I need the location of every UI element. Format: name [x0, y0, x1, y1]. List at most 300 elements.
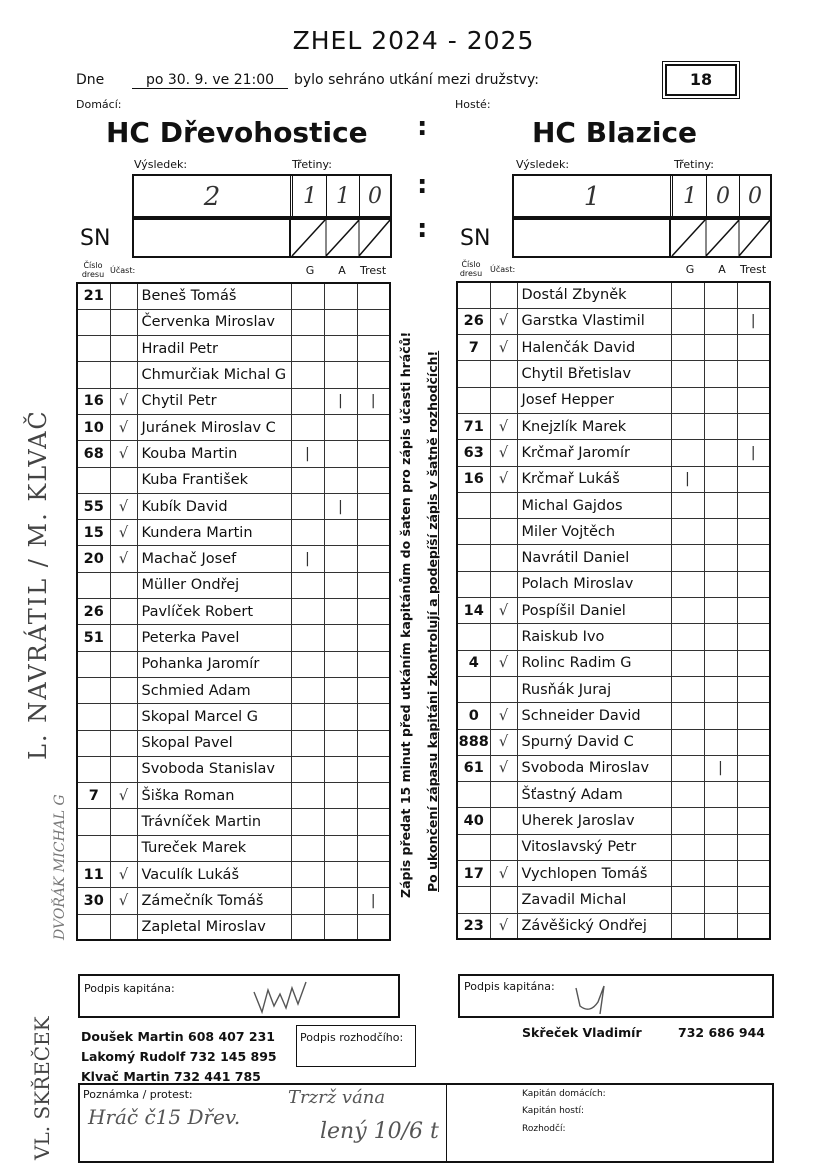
goal-mark: [671, 834, 704, 860]
goal-mark: [291, 283, 324, 309]
table-row: [457, 308, 770, 334]
table-row: [77, 914, 390, 940]
player-name: Vychlopen Tomáš: [517, 861, 671, 887]
table-row: [77, 572, 390, 598]
penalty-mark: |: [357, 888, 390, 914]
penalty-mark: [737, 624, 770, 650]
goal-mark: [291, 520, 324, 546]
table-row: [457, 335, 770, 361]
jersey-number: 71: [457, 413, 490, 439]
goal-mark: |: [291, 546, 324, 572]
home-sn-box: [132, 218, 392, 258]
player-name: Zapletal Miroslav: [137, 914, 291, 940]
assist-mark: [704, 492, 737, 518]
penalty-mark: |: [737, 440, 770, 466]
jersey-number: 14: [457, 598, 490, 624]
goal-mark: [671, 282, 704, 308]
table-row: [457, 808, 770, 834]
goal-mark: [671, 413, 704, 439]
jersey-number: 63: [457, 440, 490, 466]
home-roster-table: [76, 282, 391, 941]
penalty-mark: [737, 676, 770, 702]
home-score: 2: [203, 182, 221, 212]
player-name: Kundera Martin: [137, 520, 291, 546]
player-name: Tureček Marek: [137, 835, 291, 861]
goal-mark: [291, 809, 324, 835]
player-name: Juránek Miroslav C: [137, 414, 291, 440]
footer-captain-home: Kapitán domácích:: [522, 1089, 606, 1099]
assist-mark: |: [324, 388, 357, 414]
penalty-mark: [357, 677, 390, 703]
goal-mark: [291, 572, 324, 598]
match-number: 18: [665, 64, 737, 96]
assist-mark: [324, 809, 357, 835]
table-row: [457, 782, 770, 808]
colon-separator: :: [417, 214, 428, 244]
player-name: Schneider David: [517, 703, 671, 729]
player-name: Červenka Miroslav: [137, 309, 291, 335]
table-row: [457, 440, 770, 466]
player-name: Michal Gajdos: [517, 492, 671, 518]
contact-line: Lakomý Rudolf 732 145 895: [81, 1049, 277, 1064]
goal-mark: [671, 703, 704, 729]
assist-mark: [704, 282, 737, 308]
player-name: Šiška Roman: [137, 783, 291, 809]
attendance-mark: √: [490, 598, 517, 624]
penalty-mark: [737, 729, 770, 755]
table-row: [77, 783, 390, 809]
penalty-mark: [357, 599, 390, 625]
assist-mark: [324, 362, 357, 388]
attendance-mark: [490, 887, 517, 913]
jersey-number: 21: [77, 283, 110, 309]
penalty-mark: [737, 492, 770, 518]
attendance-mark: [110, 572, 137, 598]
jersey-number: 51: [77, 625, 110, 651]
player-name: Krčmař Lukáš: [517, 466, 671, 492]
table-row: [77, 388, 390, 414]
attendance-mark: [490, 519, 517, 545]
player-name: Kubík David: [137, 493, 291, 519]
jersey-number: [457, 834, 490, 860]
assist-mark: [704, 598, 737, 624]
away-sn-label: SN: [460, 226, 491, 251]
attendance-mark: √: [110, 783, 137, 809]
assist-mark: [704, 413, 737, 439]
jersey-number: [457, 782, 490, 808]
player-name: Vaculík Lukáš: [137, 862, 291, 888]
attendance-mark: √: [110, 493, 137, 519]
penalty-mark: |: [737, 308, 770, 334]
goal-mark: [671, 440, 704, 466]
colon-separator: :: [417, 112, 428, 142]
table-row: [77, 520, 390, 546]
table-row: [77, 283, 390, 309]
penalty-mark: [737, 413, 770, 439]
home-captain-signature: [250, 978, 310, 1016]
jersey-number: [457, 887, 490, 913]
player-name: Šťastný Adam: [517, 782, 671, 808]
attendance-mark: [110, 309, 137, 335]
note-label: Poznámka / protest:: [83, 1088, 193, 1101]
jersey-number: [77, 835, 110, 861]
jersey-number: 7: [457, 335, 490, 361]
attendance-mark: [490, 545, 517, 571]
jersey-number: 20: [77, 546, 110, 572]
jersey-number: [457, 282, 490, 308]
goal-mark: [671, 808, 704, 834]
assist-mark: [704, 861, 737, 887]
jersey-number: [77, 362, 110, 388]
attendance-mark: [490, 571, 517, 597]
table-row: [77, 835, 390, 861]
penalty-mark: [357, 520, 390, 546]
assist-mark: |: [324, 493, 357, 519]
player-name: Miler Vojtěch: [517, 519, 671, 545]
penalty-mark: [357, 283, 390, 309]
player-name: Josef Hepper: [517, 387, 671, 413]
attendance-mark: √: [110, 888, 137, 914]
penalty-mark: [737, 282, 770, 308]
contact-line: Doušek Martin 608 407 231: [81, 1029, 275, 1044]
penalty-mark: [737, 361, 770, 387]
assist-mark: [704, 703, 737, 729]
assist-mark: [704, 519, 737, 545]
player-name: Chytil Břetislav: [517, 361, 671, 387]
handwritten-referees: L. NAVRÁTIL / M. KLVAČ: [24, 409, 52, 760]
player-name: Schmied Adam: [137, 677, 291, 703]
away-captain-sign-label: Podpis kapitána:: [464, 980, 555, 993]
jersey-number: 40: [457, 808, 490, 834]
goal-mark: [671, 361, 704, 387]
goal-mark: [291, 625, 324, 651]
attendance-mark: [490, 492, 517, 518]
jersey-number: 10: [77, 414, 110, 440]
goal-mark: [291, 309, 324, 335]
penalty-mark: [357, 756, 390, 782]
goal-mark: [291, 888, 324, 914]
assist-mark: [704, 571, 737, 597]
goal-mark: [671, 308, 704, 334]
table-row: [457, 755, 770, 781]
table-row: [457, 729, 770, 755]
assist-mark: [324, 572, 357, 598]
penalty-mark: [737, 598, 770, 624]
away-score: 1: [583, 182, 601, 212]
jersey-number: [77, 572, 110, 598]
player-name: Beneš Tomáš: [137, 283, 291, 309]
jersey-number: [77, 309, 110, 335]
goal-mark: [291, 651, 324, 677]
attendance-mark: √: [490, 440, 517, 466]
jersey-number: 16: [77, 388, 110, 414]
attendance-mark: √: [110, 441, 137, 467]
table-row: [457, 650, 770, 676]
table-row: [457, 624, 770, 650]
penalty-mark: [737, 703, 770, 729]
attendance-mark: [110, 283, 137, 309]
player-name: Peterka Pavel: [137, 625, 291, 651]
away-period-3: 0: [748, 184, 762, 209]
goal-mark: [291, 599, 324, 625]
goal-mark: [291, 677, 324, 703]
player-name: Kuba František: [137, 467, 291, 493]
player-name: Pospíšil Daniel: [517, 598, 671, 624]
jersey-number: 30: [77, 888, 110, 914]
attendance-mark: [110, 651, 137, 677]
assist-mark: [324, 862, 357, 888]
goal-mark: [671, 598, 704, 624]
referee-sign-label: Podpis rozhodčího:: [300, 1031, 404, 1044]
footer-captain-away: Kapitán hostí:: [522, 1106, 585, 1116]
attendance-mark: √: [110, 862, 137, 888]
center-note-line-2: Po ukončení zápasu kapitáni zkontrolují a podepíší zápis v šatně rozhodčích!: [425, 350, 440, 892]
attendance-mark: √: [490, 308, 517, 334]
referee-phone: 732 686 944: [678, 1025, 765, 1040]
goal-mark: [291, 783, 324, 809]
table-row: [457, 282, 770, 308]
penalty-mark: [737, 387, 770, 413]
assist-mark: [704, 335, 737, 361]
table-row: [457, 519, 770, 545]
penalty-mark: [737, 650, 770, 676]
attendance-mark: √: [490, 913, 517, 939]
attendance-mark: √: [110, 414, 137, 440]
jersey-number: [457, 624, 490, 650]
penalty-mark: [357, 704, 390, 730]
player-name: Raiskub Ivo: [517, 624, 671, 650]
player-name: Trávníček Martin: [137, 809, 291, 835]
penalty-mark: [357, 309, 390, 335]
jersey-number: 26: [77, 599, 110, 625]
home-sn-slashes: [134, 220, 390, 256]
penalty-mark: [737, 913, 770, 939]
table-row: [77, 362, 390, 388]
goal-mark: [671, 755, 704, 781]
assist-mark: [324, 888, 357, 914]
table-row: [77, 336, 390, 362]
assist-mark: [704, 308, 737, 334]
penalty-mark: [737, 782, 770, 808]
goal-mark: [671, 729, 704, 755]
penalty-mark: [357, 467, 390, 493]
jersey-number: 15: [77, 520, 110, 546]
table-row: [457, 861, 770, 887]
away-sn-box: [512, 218, 772, 258]
goal-mark: [291, 862, 324, 888]
table-row: [457, 361, 770, 387]
attendance-mark: [490, 361, 517, 387]
penalty-mark: [357, 336, 390, 362]
jersey-number: 7: [77, 783, 110, 809]
away-period-1: 1: [683, 184, 697, 209]
attendance-mark: √: [490, 861, 517, 887]
player-name: Vitoslavský Petr: [517, 834, 671, 860]
jersey-number: [457, 361, 490, 387]
attendance-mark: [110, 756, 137, 782]
player-name: Halenčák David: [517, 335, 671, 361]
penalty-mark: [357, 441, 390, 467]
attendance-mark: [490, 676, 517, 702]
home-result-label: Výsledek:: [134, 158, 188, 171]
penalty-mark: [357, 835, 390, 861]
assist-mark: [324, 283, 357, 309]
table-row: [77, 599, 390, 625]
assist-mark: |: [704, 755, 737, 781]
home-team-name: HC Dřevohostice: [106, 116, 368, 149]
handwritten-dvorak: DVOŘÁK MICHAL G: [52, 794, 68, 940]
assist-mark: [324, 783, 357, 809]
attendance-mark: √: [490, 729, 517, 755]
note-handwriting-3: lený 10/6 t: [320, 1119, 439, 1144]
jersey-number: 11: [77, 862, 110, 888]
penalty-mark: [737, 808, 770, 834]
assist-mark: [324, 309, 357, 335]
jersey-number: [77, 651, 110, 677]
away-roster-table: [456, 281, 771, 940]
penalty-mark: |: [357, 388, 390, 414]
attendance-mark: [110, 704, 137, 730]
assist-mark: [324, 336, 357, 362]
home-sn-label: SN: [80, 226, 111, 251]
assist-mark: [324, 599, 357, 625]
assist-mark: [704, 387, 737, 413]
table-row: [77, 625, 390, 651]
attendance-mark: [110, 362, 137, 388]
jersey-number: 55: [77, 493, 110, 519]
away-captain-signature: [570, 978, 620, 1018]
assist-mark: [324, 756, 357, 782]
assist-mark: [704, 440, 737, 466]
home-captain-signature-box: [78, 974, 400, 1018]
player-name: Pavlíček Robert: [137, 599, 291, 625]
player-name: Hradil Petr: [137, 336, 291, 362]
goal-mark: [291, 467, 324, 493]
player-name: Machač Josef: [137, 546, 291, 572]
away-header-ucast: Účast:: [490, 265, 516, 274]
penalty-mark: [357, 493, 390, 519]
table-row: [457, 598, 770, 624]
home-period-1: 1: [303, 184, 317, 209]
attendance-mark: √: [490, 755, 517, 781]
penalty-mark: [357, 414, 390, 440]
attendance-mark: [490, 782, 517, 808]
table-row: [457, 571, 770, 597]
player-name: Kouba Martin: [137, 441, 291, 467]
attendance-mark: [110, 467, 137, 493]
player-name: Müller Ondřej: [137, 572, 291, 598]
jersey-number: [77, 677, 110, 703]
home-header-trest: Trest: [360, 264, 387, 277]
goal-mark: [291, 835, 324, 861]
goal-mark: |: [291, 441, 324, 467]
footer-referee: Rozhodčí:: [522, 1124, 566, 1134]
goal-mark: [291, 388, 324, 414]
attendance-mark: √: [490, 466, 517, 492]
goal-mark: [291, 730, 324, 756]
attendance-mark: [490, 834, 517, 860]
assist-mark: [324, 414, 357, 440]
table-row: [77, 441, 390, 467]
player-name: Uherek Jaroslav: [517, 808, 671, 834]
penalty-mark: [357, 862, 390, 888]
attendance-mark: [490, 624, 517, 650]
jersey-number: 68: [77, 441, 110, 467]
goal-mark: [671, 387, 704, 413]
jersey-number: [77, 730, 110, 756]
attendance-mark: [110, 677, 137, 703]
player-name: Krčmař Jaromír: [517, 440, 671, 466]
table-row: [77, 414, 390, 440]
player-name: Svoboda Stanislav: [137, 756, 291, 782]
handwritten-skrecek: VL. SKŘEČEK: [30, 1016, 54, 1160]
goal-mark: [671, 545, 704, 571]
attendance-mark: [490, 282, 517, 308]
jersey-number: [77, 809, 110, 835]
attendance-mark: [490, 387, 517, 413]
attendance-mark: [110, 809, 137, 835]
table-row: [77, 546, 390, 572]
home-period-3: 0: [368, 184, 382, 209]
assist-mark: [704, 729, 737, 755]
jersey-number: [77, 756, 110, 782]
table-row: [77, 704, 390, 730]
player-name: Dostál Zbyněk: [517, 282, 671, 308]
penalty-mark: [357, 546, 390, 572]
note-handwriting-1: Hráč č15 Dřev.: [88, 1105, 241, 1129]
home-result-box: [132, 174, 392, 218]
referee-signature-box: [296, 1025, 416, 1067]
attendance-mark: √: [110, 520, 137, 546]
penalty-mark: [357, 625, 390, 651]
jersey-number: 888: [457, 729, 490, 755]
player-name: Pohanka Jaromír: [137, 651, 291, 677]
table-row: [77, 862, 390, 888]
table-row: [457, 703, 770, 729]
penalty-mark: [737, 571, 770, 597]
table-row: [77, 809, 390, 835]
assist-mark: [324, 651, 357, 677]
contact-line: Klvač Martin 732 441 785: [81, 1069, 261, 1084]
goal-mark: [291, 362, 324, 388]
goal-mark: [671, 335, 704, 361]
note-protest-box: [78, 1083, 774, 1163]
away-header-trest: Trest: [740, 263, 767, 276]
assist-mark: [704, 545, 737, 571]
penalty-mark: [737, 755, 770, 781]
jersey-number: 16: [457, 466, 490, 492]
jersey-number: [457, 519, 490, 545]
attendance-mark: [110, 835, 137, 861]
away-sn-slashes: [514, 220, 770, 256]
attendance-mark: √: [490, 413, 517, 439]
goal-mark: [671, 650, 704, 676]
table-row: [457, 887, 770, 913]
assist-mark: [704, 361, 737, 387]
attendance-mark: √: [110, 546, 137, 572]
penalty-mark: [357, 651, 390, 677]
player-name: Závěšický Ondřej: [517, 913, 671, 939]
table-row: [77, 309, 390, 335]
attendance-mark: √: [110, 388, 137, 414]
table-row: [457, 676, 770, 702]
penalty-mark: [357, 914, 390, 940]
away-team-name: HC Blazice: [532, 116, 698, 149]
player-name: Garstka Vlastimil: [517, 308, 671, 334]
penalty-mark: [357, 362, 390, 388]
date-label: Dne: [76, 72, 105, 88]
player-name: Navrátil Daniel: [517, 545, 671, 571]
